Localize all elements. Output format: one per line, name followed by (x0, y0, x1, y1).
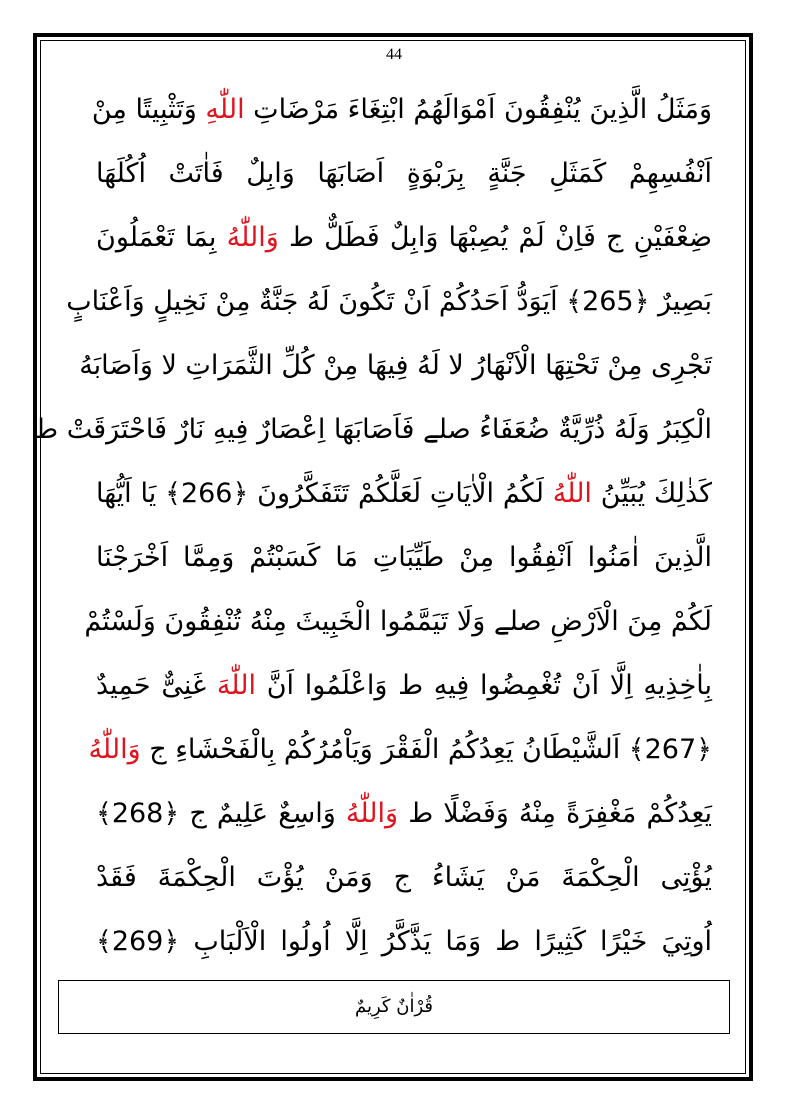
verse-segment: اُوتِيَ خَيْرًا كَثِيرًا ط وَمَا يَذَّكَّرُ اِلَّا اُولُوا الْاَلْبَابِ ﴿269﴾ (96, 926, 712, 957)
verse-segment: ﴿267﴾ اَلشَّيْطَانُ يَعِدُكُمُ الْفَقْرَ وَيَاْمُرُكُمْ بِالْفَحْشَاءِ ج (140, 734, 712, 765)
verse-line (96, 462, 712, 526)
verse-segment: كَذٰلِكَ يُبَيِّنُ (591, 478, 712, 509)
verse-segment: لَكُمْ مِنَ الْاَرْضِ صلے وَلَا تَيَمَّمُوا الْخَبِيثَ مِنْهُ تُنْفِقُونَ وَلَسْتُمْ (84, 606, 712, 637)
verse-line (96, 526, 712, 590)
verse-line (88, 718, 712, 782)
verse-line (79, 334, 712, 398)
verse-segment: الْكِبَرُ وَلَهُ ذُرِّيَّةٌ ضُعَفَاءُ صلے فَاَصَابَهَا اِعْصَارٌ فِيهِ نَارٌ فَاحْتَرَقَتْ ط (33, 414, 712, 445)
verse-line (96, 910, 712, 974)
verse-text-block (33, 78, 712, 974)
verse-line (66, 270, 712, 334)
divine-name-highlight: اللّٰهِ (205, 94, 245, 125)
divine-name-highlight: وَاللّٰهُ (88, 734, 141, 765)
verse-line (96, 782, 712, 846)
verse-line (91, 78, 712, 142)
verse-segment: ضِعْفَيْنِ ج فَاِنْ لَمْ يُصِبْهَا وَابِلٌ فَطَلٌّ ط (278, 222, 712, 253)
verse-segment: بَصِيرٌ ﴿265﴾ اَيَوَدُّ اَحَدُكُمْ اَنْ تَكُونَ لَهُ جَنَّةٌ مِنْ نَخِيلٍ وَاَعْنَابٍ (66, 286, 712, 317)
verse-segment: وَتَثْبِيتًا مِنْ (91, 94, 206, 125)
verse-line (96, 846, 712, 910)
verse-segment: وَمَثَلُ الَّذِينَ يُنْفِقُونَ اَمْوَالَهُمُ ابْتِغَاءَ مَرْضَاتِ (244, 94, 712, 125)
verse-segment: يُؤْتِى الْحِكْمَةَ مَنْ يَشَاءُ ج وَمَنْ يُؤْتَ الْحِكْمَةَ فَقَدْ (96, 862, 712, 893)
verse-segment: لَكُمُ الْاٰيَاتِ لَعَلَّكُمْ تَتَفَكَّرُونَ ﴿266﴾ يَا اَيُّهَا (96, 478, 553, 509)
verse-line (84, 590, 712, 654)
verse-segment: الَّذِينَ اٰمَنُوا اَنْفِقُوا مِنْ طَيِّبَاتِ مَا كَسَبْتُمْ وَمِمَّا اَخْرَجْنَا (96, 542, 712, 573)
verse-segment: وَاسِعٌ عَلِيمٌ ج ﴿268﴾ (96, 798, 346, 829)
verse-line (96, 142, 712, 206)
divine-name-highlight: وَاللّٰهُ (226, 222, 279, 253)
verse-line (96, 206, 712, 270)
verse-segment: اَنْفُسِهِمْ كَمَثَلِ جَنَّةٍ بِرَبْوَةٍ اَصَابَهَا وَابِلٌ فَاٰتَتْ اُكُلَهَا (96, 158, 712, 189)
page-number: 44 (386, 46, 402, 63)
divine-name-highlight: اللّٰهُ (552, 478, 592, 509)
verse-segment: يَعِدُكُمْ مَغْفِرَةً مِنْهُ وَفَضْلًا ط (398, 798, 712, 829)
verse-segment: تَجْرِى مِنْ تَحْتِهَا الْاَنْهَارُ لا لَهُ فِيهَا مِنْ كُلِّ الثَّمَرَاتِ لا وَاَصَابَهُ (79, 350, 712, 381)
footer-title-box (58, 980, 730, 1034)
verse-segment: غَنِىٌّ حَمِيدٌ (96, 670, 217, 701)
verse-line (96, 654, 712, 718)
divine-name-highlight: وَاللّٰهُ (345, 798, 399, 829)
verse-segment: بِاٰخِذِيهِ اِلَّا اَنْ تُغْمِضُوا فِيهِ ط وَاعْلَمُوا اَنَّ (255, 670, 712, 701)
verse-line (33, 398, 712, 462)
divine-name-highlight: اللّٰهَ (216, 670, 256, 701)
verse-segment: بِمَا تَعْمَلُونَ (96, 222, 227, 253)
footer-title: قُرْاٰنٌ كَرِيمٌ (355, 996, 433, 1017)
